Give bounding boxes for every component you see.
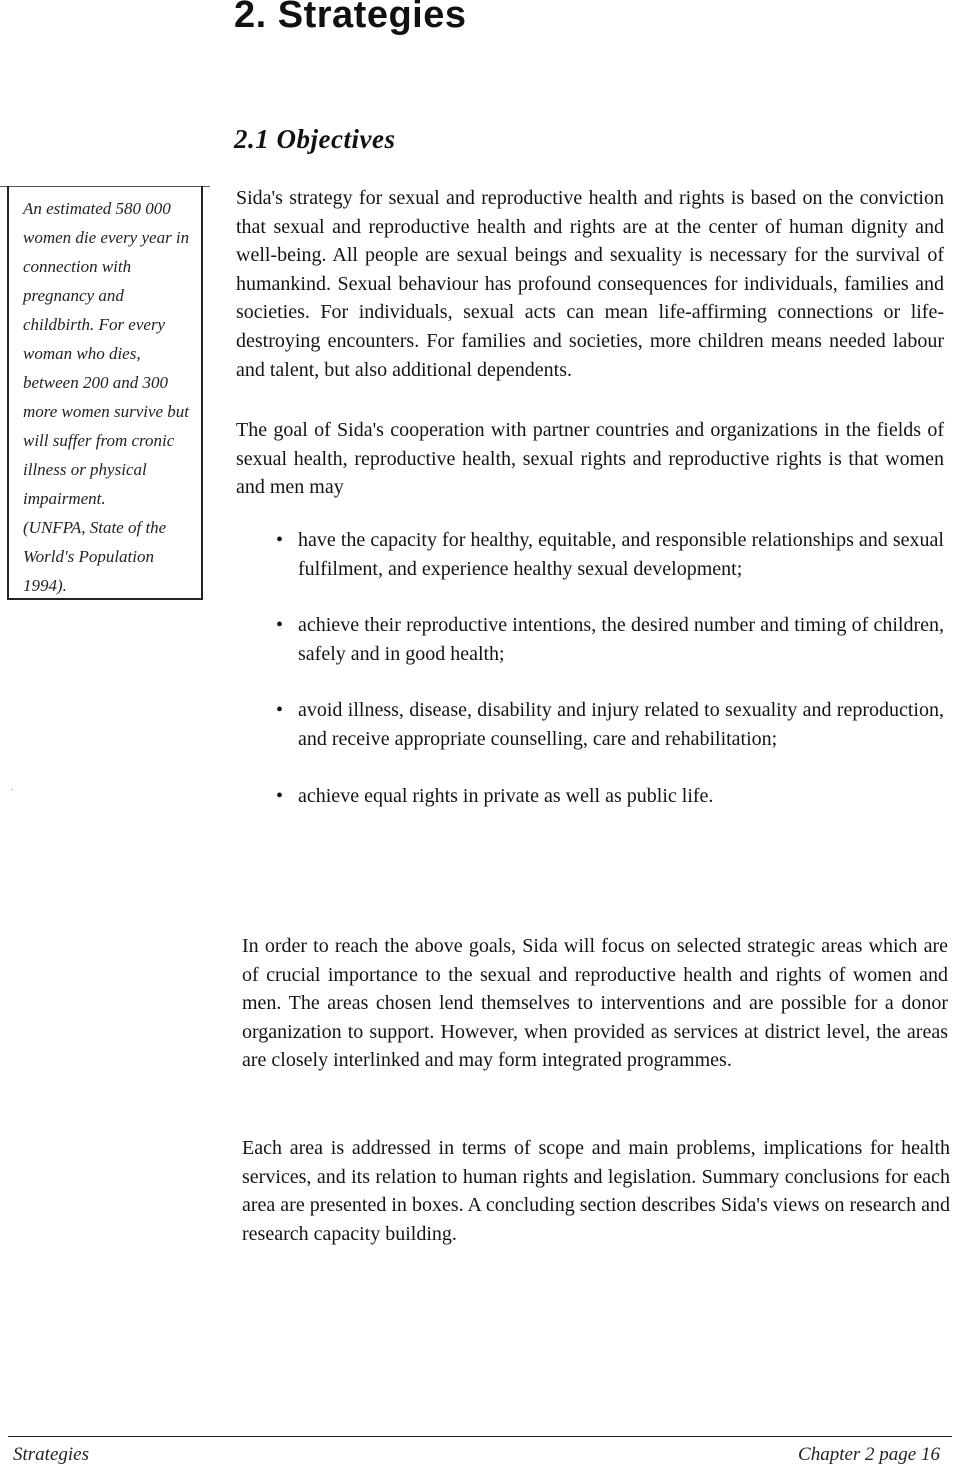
- section-title: 2.1 Objectives: [234, 124, 396, 154]
- goal-text: avoid illness, disease, disability and injury related to sexuality and reproduction, and receive appropriate counselling, care and rehabilitation;: [298, 699, 944, 750]
- goal-text: achieve their reproductive intentions, the desired number and timing of children, safely and in good health;: [298, 614, 944, 665]
- sidebar-source: (UNFPA, State of the World's Population 1994).: [23, 518, 167, 595]
- goal-text: have the capacity for healthy, equitable, and responsible relationships and sexual fulfilment, and experience healthy sexual development;: [298, 528, 944, 580]
- sidebar-quote-text: An estimated 580 000 women die every year in connection with pregnancy and childbirth. For every woman who dies, between 200 and 300 more women survive but will suffer from cronic illness or physical impairment.: [23, 199, 190, 508]
- goal-text: achieve equal rights in private as well as public life.: [298, 784, 714, 807]
- areas-paragraph: Each area is addressed in terms of scope and main problems, implications for health services, and its relation to human rights and legislation. Summary conclusions for each area are presented in boxes. A concluding section describes Sida's views on research and research capacity building.: [242, 1137, 950, 1245]
- bullet-icon: •: [276, 784, 284, 807]
- bullet-icon: •: [276, 614, 284, 637]
- list-item: [236, 611, 944, 668]
- list-item: [236, 782, 944, 811]
- focus-paragraph: In order to reach the above goals, Sida will focus on selected strategic areas which are of crucial importance to the sexual and reproductive health and rights of women and men. The areas chosen lend themselves to interventions and are possible for a donor organization to support. However, when provided as services at district level, the areas are closely interlinked and may form integrated programmes.: [242, 935, 948, 1072]
- intro-paragraph: Sida's strategy for sexual and reproductive health and rights is based on the conviction that sexual and reproductive health and rights are at the center of human dignity and well-being. All people are sexual beings and sexuality is necessary for the survival of humankind. Sexual behaviour has profound consequences for individuals, families and societies. For individuals, sexual acts can mean life-affirming connections or life-destroying encounters. For families and societies, more children means needed labour and talent, but also additional dependents.: [236, 187, 944, 381]
- list-item: [236, 526, 944, 583]
- footer-section-name: Strategies: [13, 1444, 89, 1465]
- sidebar-quote-box: [7, 186, 203, 600]
- list-item: [236, 696, 944, 753]
- goal-list: [236, 526, 944, 810]
- main-text: [236, 184, 944, 838]
- footer-page-number: Chapter 2 page 16: [798, 1444, 940, 1465]
- sidebar-quote: [23, 194, 195, 600]
- goal-paragraph: The goal of Sida's cooperation with partner countries and organizations in the fields of sexual health, reproductive health, sexual rights and reproductive rights is that women and men may: [236, 419, 944, 499]
- footer-divider: [8, 1436, 952, 1437]
- bullet-icon: •: [276, 699, 284, 722]
- chapter-title: 2. Strategies: [234, 0, 467, 36]
- margin-mark: [11, 789, 12, 790]
- bullet-icon: •: [276, 528, 284, 551]
